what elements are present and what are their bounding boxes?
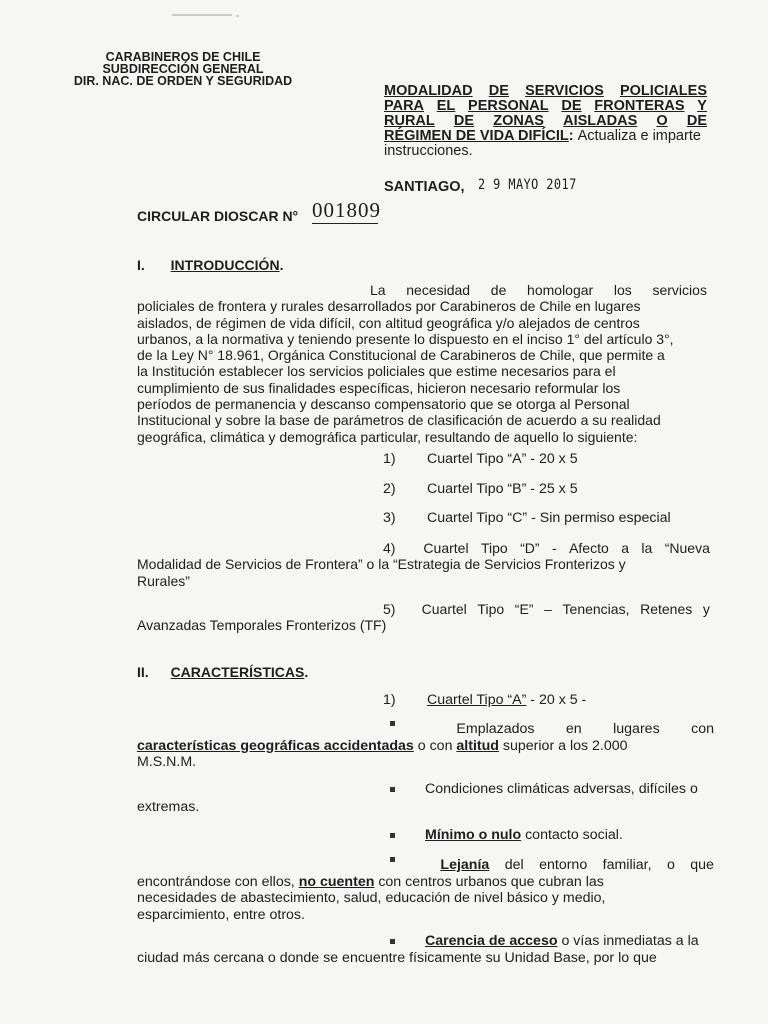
bullet-item: Condiciones climáticas adversas, difíciles o extremas. (137, 781, 698, 815)
date-stamp: 2 9 MAYO 2017 (478, 177, 577, 193)
bullet-icon (390, 787, 395, 792)
bullet-item: Lejanía del entorno familiar, o que encontrándose con ellos, no cuenten con centros urbanos que cubran las necesidades de abastecimiento, salud, educación de nivel básico y medio, esparcimiento, entre otros. (137, 857, 714, 923)
section-2-title: CARACTERÍSTICAS (170, 664, 305, 680)
circular-number-underline (312, 223, 378, 224)
bullet-icon (390, 721, 395, 726)
subject-line-1: MODALIDAD DE SERVICIOS POLICIALES (384, 83, 707, 99)
bullet-icon (390, 833, 395, 838)
paragraph-line: períodos de permanencia y descanso compensatorio que se otorga al Personal (137, 396, 630, 413)
subject-line-3: RURAL DE ZONAS AISLADAS O DE (384, 113, 707, 129)
scan-artifact (172, 14, 232, 16)
subsection-heading: 1) Cuartel Tipo “A” - 20 x 5 - (383, 692, 587, 708)
list-item: 2) Cuartel Tipo “B” - 25 x 5 (383, 481, 578, 497)
section-2-heading: II. CARACTERÍSTICAS. (137, 664, 309, 680)
circular-number: 001809 (312, 198, 381, 222)
paragraph-line: geográfica, climática y demográfica particular, resultando de aquello lo siguiente: (137, 428, 638, 445)
subject-line-2: PARA EL PERSONAL DE FRONTERAS Y (384, 98, 707, 114)
subject-line-5: instrucciones. (384, 143, 473, 159)
bullet-item: Mínimo o nulo contacto social. (137, 827, 714, 844)
paragraph-line: cumplimiento de sus finalidades específicas, hicieron necesario reformular los (137, 379, 621, 396)
bullet-item: Carencia de acceso o vías inmediatas a la ciudad más cercana o donde se encuentre físicamente su Unidad Base, por lo que (137, 933, 699, 966)
list-item: 3) Cuartel Tipo “C” - Sin permiso especial (383, 510, 671, 526)
scan-artifact (236, 15, 239, 17)
section-1-number: I. (137, 257, 145, 273)
paragraph-line: La necesidad de homologar los servicios (370, 282, 707, 298)
place: SANTIAGO, (384, 179, 465, 195)
section-2-number: II. (137, 664, 149, 680)
subject-block (384, 84, 707, 159)
paragraph-line: urbanos, a la normativa y teniendo presente lo dispuesto en el inciso 1° del artículo 3°, (137, 330, 674, 347)
paragraph-line: policiales de frontera y rurales desarrollados por Carabineros de Chile en lugares (137, 298, 641, 315)
paragraph-line: aislados, de régimen de vida difícil, con altitud geográfica y/o alejados de centros (137, 314, 640, 331)
institution-name: CARABINEROS DE CHILE (105, 50, 261, 64)
institution-directorate: DIR. NAC. DE ORDEN Y SEGURIDAD (73, 74, 293, 88)
list-item: 5) Cuartel Tipo “E” – Tenencias, Retenes y Avanzadas Temporales Fronterizos (TF) (137, 601, 710, 634)
list-item: 4) Cuartel Tipo “D” - Afecto a la “Nueva Modalidad de Servicios de Frontera” o la “Estrategia de Servicios Fronterizos y Rurales” (137, 540, 710, 589)
introduction-paragraph (137, 282, 707, 445)
bullet-icon (390, 939, 395, 944)
institution-subdivision: SUBDIRECCIÓN GENERAL (102, 62, 264, 76)
subject-line-4: RÉGIMEN DE VIDA DIFÍCIL: Actualiza e imparte (384, 128, 701, 144)
bullet-icon (390, 857, 395, 862)
institution-header (63, 51, 303, 87)
bullet-item: Emplazados en lugares con características geográficas accidentadas o con altitud superior a los 2.000 M.S.N.M. (137, 721, 714, 770)
section-1-heading: I. INTRODUCCIÓN. (137, 257, 284, 273)
circular-label: CIRCULAR DIOSCAR N° (137, 208, 299, 224)
paragraph-line: de la Ley N° 18.961, Orgánica Constitucional de Carabineros de Chile, que permite a (137, 347, 665, 364)
paragraph-line: la Institución establecer los servicios policiales que estime necesarios para el (137, 363, 616, 380)
list-item: 1) Cuartel Tipo “A” - 20 x 5 (383, 451, 578, 467)
paragraph-line: Institucional y sobre la base de parámetros de clasificación de acuerdo a su realidad (137, 412, 661, 429)
section-1-title: INTRODUCCIÓN (170, 257, 280, 273)
